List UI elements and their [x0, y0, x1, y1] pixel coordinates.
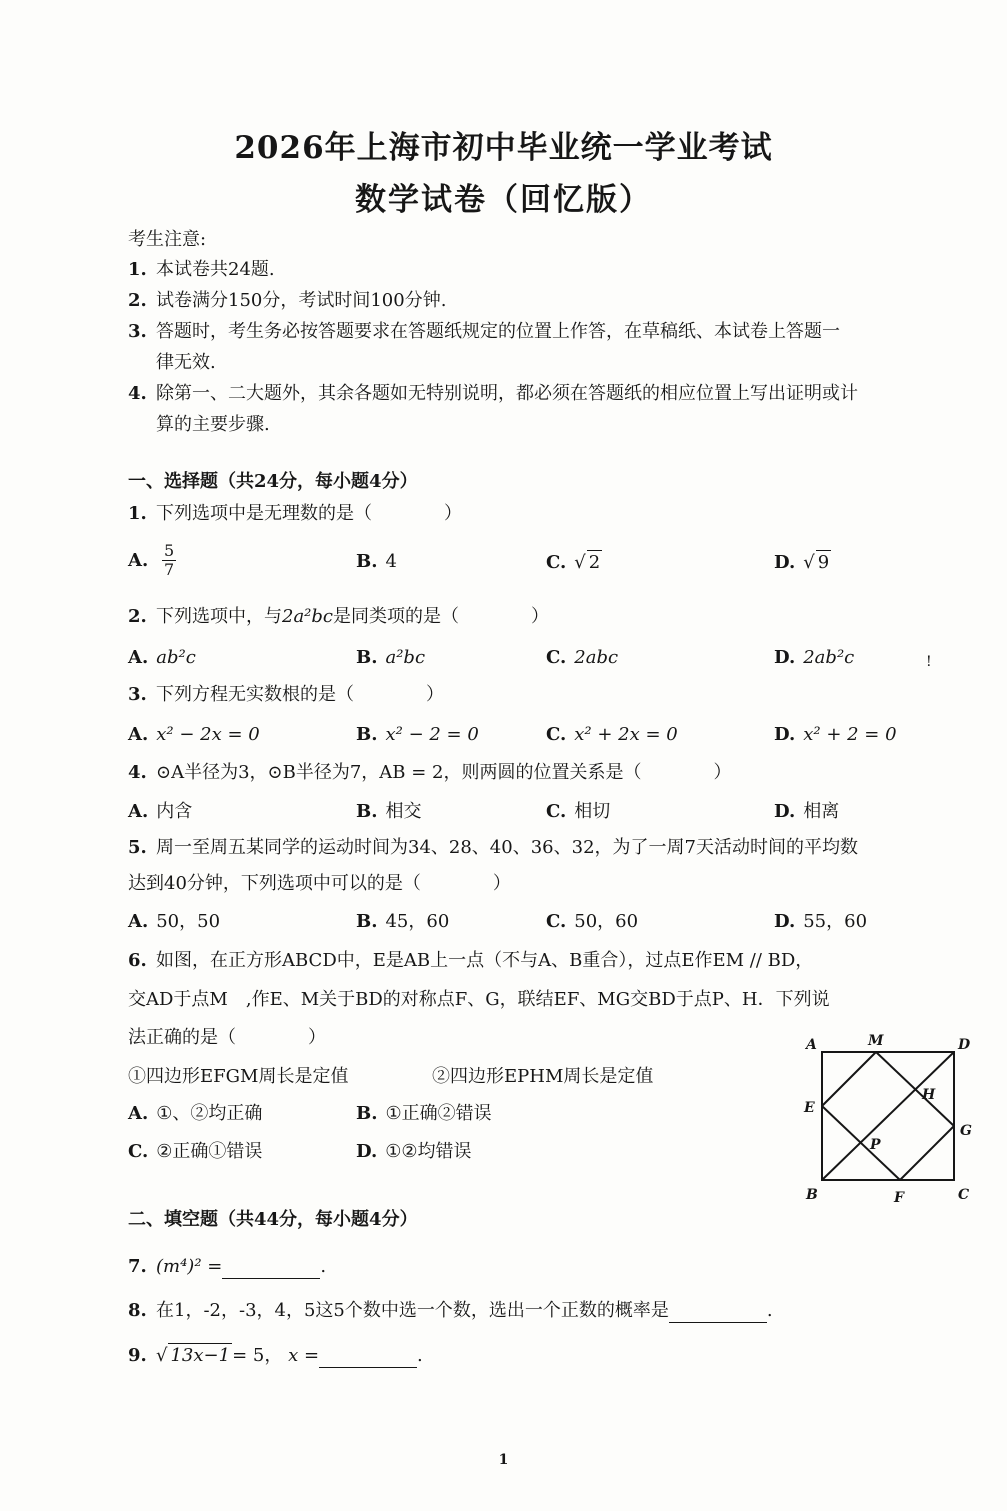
page-number: 1: [498, 1452, 509, 1468]
option-text: 内含: [156, 801, 193, 822]
diagonal-bd: [822, 1052, 954, 1180]
notice-text: 试卷满分150分，考试时间100分钟.: [156, 290, 447, 311]
option-text: 55，60: [803, 911, 868, 932]
q1-option-b: [356, 550, 397, 574]
question-5-cont: 达到40分钟，下列选项中可以的是（ ）: [128, 873, 511, 894]
section-1-heading: 一、选择题（共24分，每小题4分）: [128, 471, 418, 492]
square-geometry-figure: [796, 1030, 986, 1210]
label-f: F: [894, 1190, 904, 1206]
q2-option-a: [128, 646, 196, 670]
answer-blank[interactable]: [319, 1349, 417, 1368]
option-label: B.: [356, 801, 378, 822]
option-label: D.: [774, 552, 796, 573]
label-c: C: [958, 1187, 970, 1203]
option-label: C.: [546, 552, 567, 573]
question-6: [128, 949, 813, 973]
option-label: C.: [546, 911, 567, 932]
option-label: B.: [356, 647, 378, 668]
question-number: 2.: [128, 606, 147, 627]
q4-option-b: [356, 800, 421, 824]
option-text: 2abc: [574, 647, 619, 668]
option-text: x² − 2 = 0: [385, 724, 479, 745]
denominator: 7: [163, 560, 175, 579]
q6-option-a: [128, 1102, 262, 1126]
option-text: ①正确②错误: [385, 1103, 492, 1124]
label-b: B: [806, 1187, 818, 1203]
section-2-heading: 二、填空题（共44分，每小题4分）: [128, 1209, 418, 1230]
q3-option-b: [356, 723, 479, 747]
option-label: D.: [774, 647, 796, 668]
sqrt-sign: √: [803, 552, 815, 573]
option-label: C.: [546, 801, 567, 822]
option-text: x² + 2x = 0: [574, 724, 678, 745]
q3-option-a: [128, 723, 260, 747]
question-stem: 如图，在正方形ABCD中，E是AB上一点（不与A、B重合），过点E作EM // BD，: [156, 950, 814, 971]
math-expression: 2a²bc: [282, 606, 334, 627]
option-label: A.: [128, 1103, 149, 1124]
q5-option-a: [128, 910, 220, 934]
label-h: H: [922, 1087, 936, 1103]
notice-item-2: [128, 289, 446, 313]
option-label: D.: [774, 911, 796, 932]
notice-item-4-cont: 算的主要步骤.: [156, 414, 270, 435]
option-text: x² + 2 = 0: [803, 724, 897, 745]
period: .: [766, 1300, 773, 1321]
option-text: x² − 2x = 0: [156, 724, 260, 745]
question-4: [128, 761, 732, 785]
exam-subtitle: 数学试卷（回忆版）: [355, 182, 652, 218]
notice-item-4: [128, 382, 858, 406]
option-text: ①、②均正确: [156, 1103, 263, 1124]
notice-text: 除第一、二大题外，其余各题如无特别说明，都必须在答题纸的相应位置上写出证明或计: [156, 383, 858, 404]
question-number: 4.: [128, 762, 147, 783]
question-9: [128, 1343, 423, 1368]
q6-option-c: [128, 1140, 262, 1164]
q6-statement-2: ②四边形EPHM周长是定值: [432, 1066, 654, 1087]
option-text: 相切: [574, 801, 611, 822]
label-m: M: [868, 1033, 884, 1049]
q6-statement-1: ①四边形EFGM周长是定值: [128, 1066, 349, 1087]
notice-number: 4.: [128, 383, 147, 404]
question-number: 7.: [128, 1256, 147, 1277]
notice-item-3: [128, 320, 840, 344]
notice-text: 本试卷共24题.: [156, 259, 275, 280]
question-number: 3.: [128, 684, 147, 705]
label-e: E: [804, 1100, 815, 1116]
option-text: ②正确①错误: [156, 1141, 263, 1162]
q4-option-c: [546, 800, 610, 824]
question-stem: 周一至周五某同学的运动时间为34、28、40、36、32，为了一周7天活动时间的平均数: [156, 837, 858, 858]
numerator: 5: [163, 541, 175, 560]
option-label: A.: [128, 647, 149, 668]
question-stem-pre: 下列选项中，与: [156, 606, 282, 627]
notice-heading: 考生注意:: [128, 229, 207, 250]
question-5: [128, 836, 858, 860]
question-7: [128, 1255, 326, 1279]
option-text: 相离: [803, 801, 840, 822]
question-2: [128, 605, 549, 629]
question-6-cont-1: 交AD于点M ,作E、M关于BD的对称点F、G，联结EF、MG交BD于点P、H．下列说: [128, 989, 830, 1010]
q6-option-d: [356, 1140, 472, 1164]
option-text: 50，50: [156, 911, 221, 932]
label-p: P: [870, 1137, 881, 1153]
question-number: 8.: [128, 1300, 147, 1321]
segment-fg: [900, 1126, 954, 1180]
option-text: ①②均错误: [385, 1141, 472, 1162]
option-label: A.: [128, 911, 149, 932]
sqrt-sign: √: [574, 552, 586, 573]
radicand: 9: [817, 552, 830, 573]
option-text: 2ab²c: [803, 647, 855, 668]
option-text: 45，60: [385, 911, 450, 932]
question-number: 5.: [128, 837, 147, 858]
math-expression: (m⁴)² =: [156, 1256, 223, 1277]
option-label: D.: [774, 801, 796, 822]
question-3: [128, 683, 444, 707]
question-stem-post: 是同类项的是（ ）: [333, 606, 550, 627]
q3-option-c: [546, 723, 678, 747]
question-stem: 在1，-2，-3，4，5这5个数中选一个数，选出一个正数的概率是: [156, 1300, 669, 1321]
question-1: [128, 502, 462, 526]
variable: x =: [288, 1345, 320, 1366]
question-number: 1.: [128, 503, 147, 524]
option-label: B.: [356, 1103, 378, 1124]
notice-number: 2.: [128, 290, 147, 311]
q3-option-d: [774, 723, 897, 747]
question-8: [128, 1299, 773, 1323]
question-number: 6.: [128, 950, 147, 971]
option-text: ab²c: [156, 647, 196, 668]
option-label: B.: [356, 724, 378, 745]
q2-option-b: [356, 646, 425, 670]
notice-text: 答题时，考生务必按答题要求在答题纸规定的位置上作答，在草稿纸、本试卷上答题一: [156, 321, 840, 342]
option-label: B.: [356, 911, 378, 932]
option-label: C.: [128, 1141, 149, 1162]
radicand: 2: [588, 552, 601, 573]
option-label: A.: [128, 724, 149, 745]
question-stem: 下列选项中是无理数的是（ ）: [156, 503, 462, 524]
option-label: D.: [774, 724, 796, 745]
question-stem: ⊙A半径为3，⊙B半径为7，AB = 2，则两圆的位置关系是（ ）: [156, 762, 732, 783]
stray-mark: !: [926, 654, 932, 670]
q1-option-c: [546, 550, 602, 575]
option-label: A.: [128, 549, 149, 571]
option-label: B.: [356, 551, 378, 572]
q1-option-a: [128, 542, 176, 579]
label-a: A: [806, 1037, 817, 1053]
radicand: 13x−1: [170, 1345, 231, 1366]
period: .: [320, 1256, 327, 1277]
question-6-cont-2: 法正确的是（ ）: [128, 1027, 326, 1048]
q2-option-d: [774, 646, 854, 670]
option-text: a²bc: [385, 647, 426, 668]
exam-title: 2026年上海市初中毕业统一学业考试: [234, 130, 773, 166]
option-text: 相交: [385, 801, 422, 822]
option-text: 4: [385, 551, 397, 572]
answer-blank[interactable]: [222, 1260, 320, 1279]
option-label: C.: [546, 724, 567, 745]
q1-option-d: [774, 550, 831, 575]
label-d: D: [958, 1037, 971, 1053]
q5-option-b: [356, 910, 449, 934]
option-label: A.: [128, 801, 149, 822]
question-stem: 下列方程无实数根的是（ ）: [156, 684, 444, 705]
sqrt-sign: √: [156, 1345, 168, 1366]
q5-option-c: [546, 910, 638, 934]
equation-rest: = 5，: [232, 1345, 283, 1366]
q4-option-a: [128, 800, 192, 824]
q4-option-d: [774, 800, 839, 824]
answer-blank[interactable]: [669, 1304, 767, 1323]
option-label: C.: [546, 647, 567, 668]
notice-item-3-cont: 律无效.: [156, 352, 216, 373]
notice-item-1: [128, 258, 275, 282]
fraction: [162, 542, 176, 579]
option-text: 50，60: [574, 911, 639, 932]
q6-option-b: [356, 1102, 492, 1126]
question-number: 9.: [128, 1345, 147, 1366]
segment-em: [822, 1052, 876, 1106]
notice-number: 1.: [128, 259, 147, 280]
option-label: D.: [356, 1141, 378, 1162]
q5-option-d: [774, 910, 867, 934]
period: .: [417, 1345, 423, 1366]
q2-option-c: [546, 646, 618, 670]
notice-number: 3.: [128, 321, 147, 342]
label-g: G: [960, 1123, 972, 1139]
